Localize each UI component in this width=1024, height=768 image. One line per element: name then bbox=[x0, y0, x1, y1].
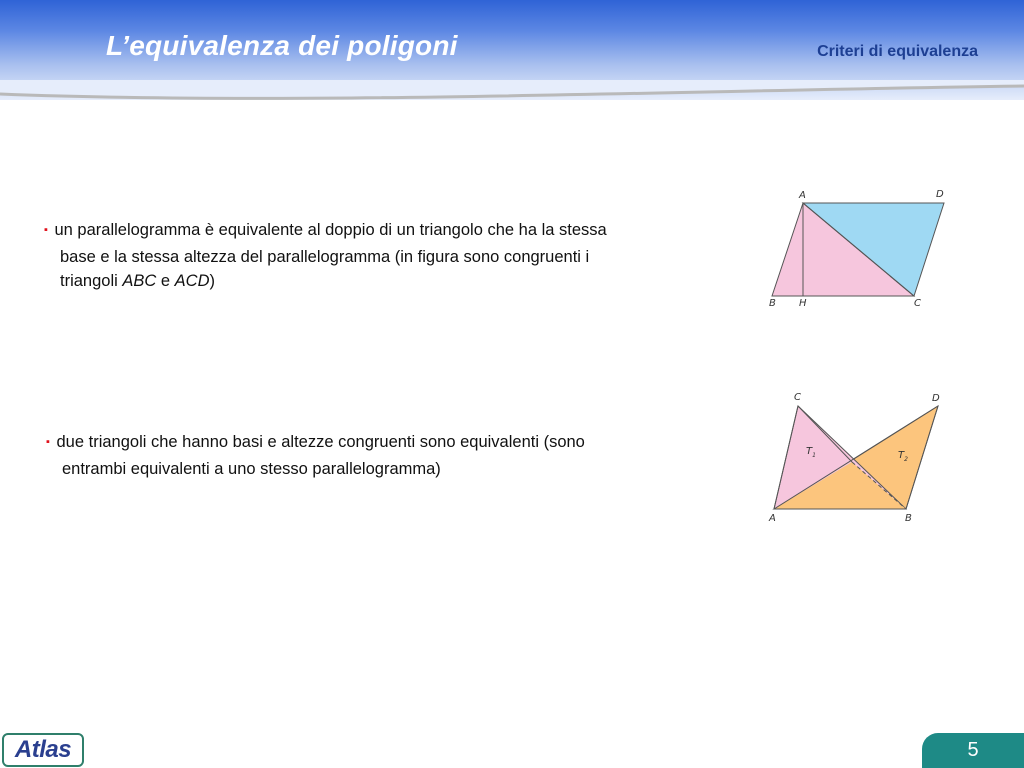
bullet-mark: ▪ bbox=[46, 436, 50, 448]
section-subtitle: Criteri di equivalenza bbox=[817, 43, 978, 60]
bullet-line: entrambi equivalenti a uno stesso parallelogramma) bbox=[62, 459, 441, 478]
page-number-tab bbox=[922, 733, 1024, 768]
label-b: B bbox=[769, 298, 776, 309]
parallelogram-figure bbox=[760, 183, 960, 311]
label-c: C bbox=[914, 298, 921, 309]
bullet-triangles bbox=[46, 430, 726, 481]
atlas-logo bbox=[2, 733, 84, 767]
bullet-line: base e la stessa altezza del parallelogramma (in figura sono congruenti i bbox=[60, 247, 590, 266]
triangle-acd-label: ACD bbox=[174, 272, 210, 290]
bullet-line-last: triangoli ABC e ACD) bbox=[60, 272, 216, 290]
logo-text: Atlas bbox=[14, 736, 72, 763]
label-b: B bbox=[905, 513, 912, 524]
label-h: H bbox=[799, 298, 807, 309]
label-d: D bbox=[932, 393, 940, 404]
bullet-line: un parallelogramma è equivalente al doppio di un triangolo che ha la stessa bbox=[54, 221, 607, 239]
header-swoosh bbox=[0, 80, 1024, 110]
label-t1: $T_1$ bbox=[806, 446, 816, 459]
label-t2: $T_2$ bbox=[898, 450, 908, 463]
triangles-figure bbox=[760, 386, 960, 526]
triangle-abc-label: ABC bbox=[122, 272, 157, 290]
page-title: L’equivalenza dei poligoni bbox=[106, 30, 458, 61]
bullet-line: due triangoli che hanno basi e altezze congruenti sono equivalenti (sono bbox=[56, 433, 585, 451]
label-a: A bbox=[799, 190, 806, 201]
bullet-parallelogram bbox=[44, 218, 734, 294]
page-number: 5 bbox=[967, 739, 979, 761]
label-a: A bbox=[769, 513, 776, 524]
label-c: C bbox=[794, 392, 801, 403]
bullet-mark: ▪ bbox=[44, 224, 48, 236]
label-d: D bbox=[936, 189, 944, 200]
